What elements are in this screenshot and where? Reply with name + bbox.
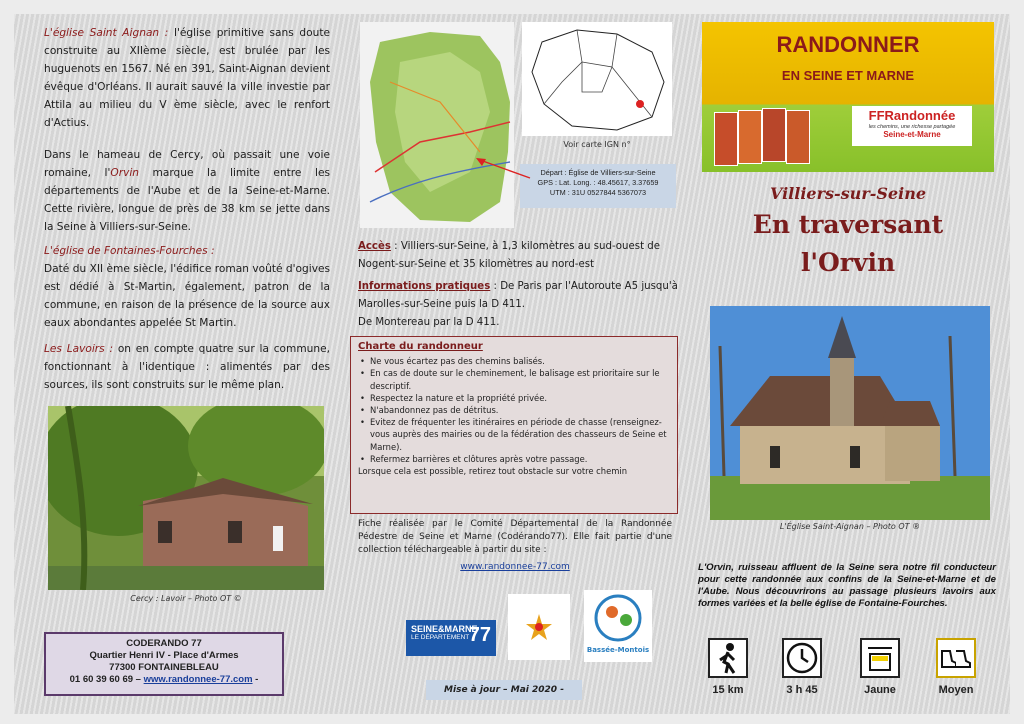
clock-icon bbox=[782, 638, 822, 678]
ffr-slogan: les chemins, une richesse partagée bbox=[868, 124, 956, 130]
charte-list bbox=[358, 355, 670, 465]
coderando-contact-line bbox=[46, 674, 282, 686]
orvin-highlight: Orvin bbox=[110, 167, 139, 179]
banner-subtitle: EN SEINE ET MARNE bbox=[781, 68, 915, 83]
infos-line-1: : De Paris par l'Autoroute A5 jusqu'à Marolles-sur-Seine puis la D 411. bbox=[358, 281, 678, 310]
attractivite-logo bbox=[508, 594, 570, 660]
paragraph-cercy bbox=[44, 146, 330, 236]
fiche-paragraph bbox=[358, 518, 672, 557]
page-title-line-2: l'Orvin bbox=[800, 248, 896, 277]
stat-marking: Jaune bbox=[864, 684, 896, 696]
depart-line-1: Départ : Église de Villiers-sur-Seine bbox=[540, 168, 656, 177]
coderando-name: CODERANDO 77 bbox=[126, 638, 202, 649]
coderando-address: Quartier Henri IV - Place d'Armes bbox=[89, 650, 239, 661]
fiche-link[interactable]: www.randonnee-77.com bbox=[460, 562, 570, 572]
charte-footer: Lorsque cela est possible, retirez tout obstacle sur votre chemin bbox=[358, 466, 628, 477]
charte-title: Charte du randonneur bbox=[358, 341, 483, 352]
fontaines-body: Daté du XII ème siècle, l'édifice roman voûté d'ogives est dédié à St-Martin, également, patron de la commune, en raison de la présence de la source aux eaux abondantes appelée St Martin. bbox=[44, 263, 330, 329]
depart-line-2: GPS : Lat. Long. : 48.45617, 3.37659 bbox=[537, 178, 659, 187]
paragraph-lavoirs bbox=[44, 340, 330, 394]
map-caption: Voir carte IGN n° bbox=[563, 140, 631, 149]
saint-aignan-body: l'église primitive sans doute construite au XIIème siècle, est brulée par les huguenots en 1567. Né en 391, Saint-Aignan devient évêque d'Orléans. Il aurait sauvé la ville investie par Attila au milieu du V ème siècle, avec le renfort d'Actius. bbox=[44, 27, 331, 129]
banner-title: RANDONNER bbox=[776, 32, 920, 57]
ffr-region: Seine-et-Marne bbox=[883, 130, 941, 139]
cercy-text-b: marque la limite entre les départements de l'Aube et de la Seine-et-Marne. Cette rivière, longue de près de 38 km se jette dans la Seine à Villiers-sur-Seine. bbox=[44, 167, 330, 233]
coderando-phone: 01 60 39 60 69 – bbox=[69, 674, 144, 685]
acces-paragraph bbox=[358, 238, 678, 274]
infos-paragraph bbox=[358, 278, 678, 332]
acces-label: Accès bbox=[358, 241, 391, 252]
intro-paragraph: L'Orvin, ruisseau affluent de la Seine sera notre fil conducteur pour cette randonnée aux confins de la Seine-et-Marne et de l'Aube. Nous découvrirons au passage plusieurs lavoirs aux formes variées et la belle église de Fontaine-Fourches. bbox=[698, 562, 996, 609]
locator-map bbox=[522, 22, 672, 136]
coderando-trail: - bbox=[252, 674, 259, 685]
seine-et-marne-logo bbox=[406, 620, 496, 656]
saint-aignan-title: L'église Saint Aignan : bbox=[44, 27, 169, 39]
lavoir-photo bbox=[48, 406, 324, 590]
town-name: Villiers-sur-Seine bbox=[769, 184, 927, 203]
lavoir-photo-caption: Cercy : Lavoir – Photo OT © bbox=[130, 594, 242, 603]
depart-info-box bbox=[520, 164, 676, 208]
banner-booklets bbox=[714, 108, 810, 166]
hiker-icon bbox=[708, 638, 748, 678]
stat-duration: 3 h 45 bbox=[786, 684, 818, 696]
ffrandonnee-logo bbox=[852, 106, 972, 146]
fiche-text: Fiche réalisée par le Comité Départemental de la Randonnée Pédestre de Seine et Marne (Codérando77). Elle fait partie d'une collection téléchargeable à partir du site : bbox=[358, 519, 672, 555]
paragraph-saint-aignan bbox=[44, 24, 330, 132]
infos-label: Informations pratiques bbox=[358, 281, 491, 292]
boots-icon bbox=[936, 638, 976, 678]
bassee-montois-logo bbox=[584, 590, 652, 662]
logo-sm-line2: LE DÉPARTEMENT bbox=[411, 634, 470, 641]
church-photo-caption: L'Église Saint-Aignan – Photo OT ® bbox=[779, 522, 921, 531]
charte-box bbox=[350, 336, 678, 514]
bassee-montois-text: Bassée-Montois bbox=[586, 646, 650, 654]
depart-line-3: UTM : 31U 0527844 5367073 bbox=[549, 188, 647, 197]
page-title-line-1: En traversant bbox=[752, 210, 944, 239]
route-map bbox=[360, 22, 514, 228]
lavoirs-title: Les Lavoirs : bbox=[44, 343, 114, 355]
acces-text: : Villiers-sur-Seine, à 1,3 kilomètres au sud-ouest de Nogent-sur-Seine et 35 kilomètres au nord-est bbox=[358, 241, 661, 270]
stat-distance: 15 km bbox=[712, 684, 744, 696]
depart-arrow bbox=[474, 154, 534, 184]
charte-item: • En cas de doute sur le cheminement, le balisage est prioritaire sur le descriptif. bbox=[366, 367, 670, 391]
update-date: Mise à jour – Mai 2020 - bbox=[426, 680, 582, 700]
cercy-text-a: Dans le hameau de Cercy, où passait une voie romaine, l' bbox=[44, 149, 330, 179]
coderando-site-link[interactable]: www.randonnee-77.com bbox=[143, 674, 253, 685]
charte-item: • Respectez la nature et la propriété privée. bbox=[366, 392, 670, 404]
lavoirs-body: on en compte quatre sur la commune, fonctionnant à l'identique : alimentés par des sources, ils sont construits sur le même plan. bbox=[44, 343, 330, 391]
ffr-title: FFRandonnée bbox=[868, 108, 956, 123]
logo-sm-line1: SEINE&MARNE bbox=[411, 624, 478, 634]
charte-item: • Refermez barrières et clôtures après votre passage. bbox=[366, 453, 670, 465]
charte-item: • Ne vous écartez pas des chemins balisés. bbox=[366, 355, 670, 367]
fontaines-title: L'église de Fontaines-Fourches : bbox=[44, 245, 215, 257]
brochure-page bbox=[14, 14, 1010, 714]
paint-pot-icon bbox=[860, 638, 900, 678]
coderando-city: 77300 FONTAINEBLEAU bbox=[109, 662, 219, 673]
charte-item: • N'abandonnez pas de détritus. bbox=[366, 404, 670, 416]
paragraph-fontaines bbox=[44, 242, 330, 332]
church-photo bbox=[710, 306, 990, 520]
stat-difficulty: Moyen bbox=[938, 684, 974, 696]
charte-item: • Evitez de fréquenter les itinéraires en période de chasse (renseignez-vous auprès des mairies ou de la fédération des chasseurs de Seine et Marne). bbox=[366, 416, 670, 453]
infos-line-2: De Montereau par la D 411. bbox=[358, 317, 500, 328]
logo-sm-number: 77 bbox=[468, 624, 491, 646]
coderando-contact-box bbox=[44, 632, 284, 696]
randonner-banner bbox=[702, 22, 994, 172]
